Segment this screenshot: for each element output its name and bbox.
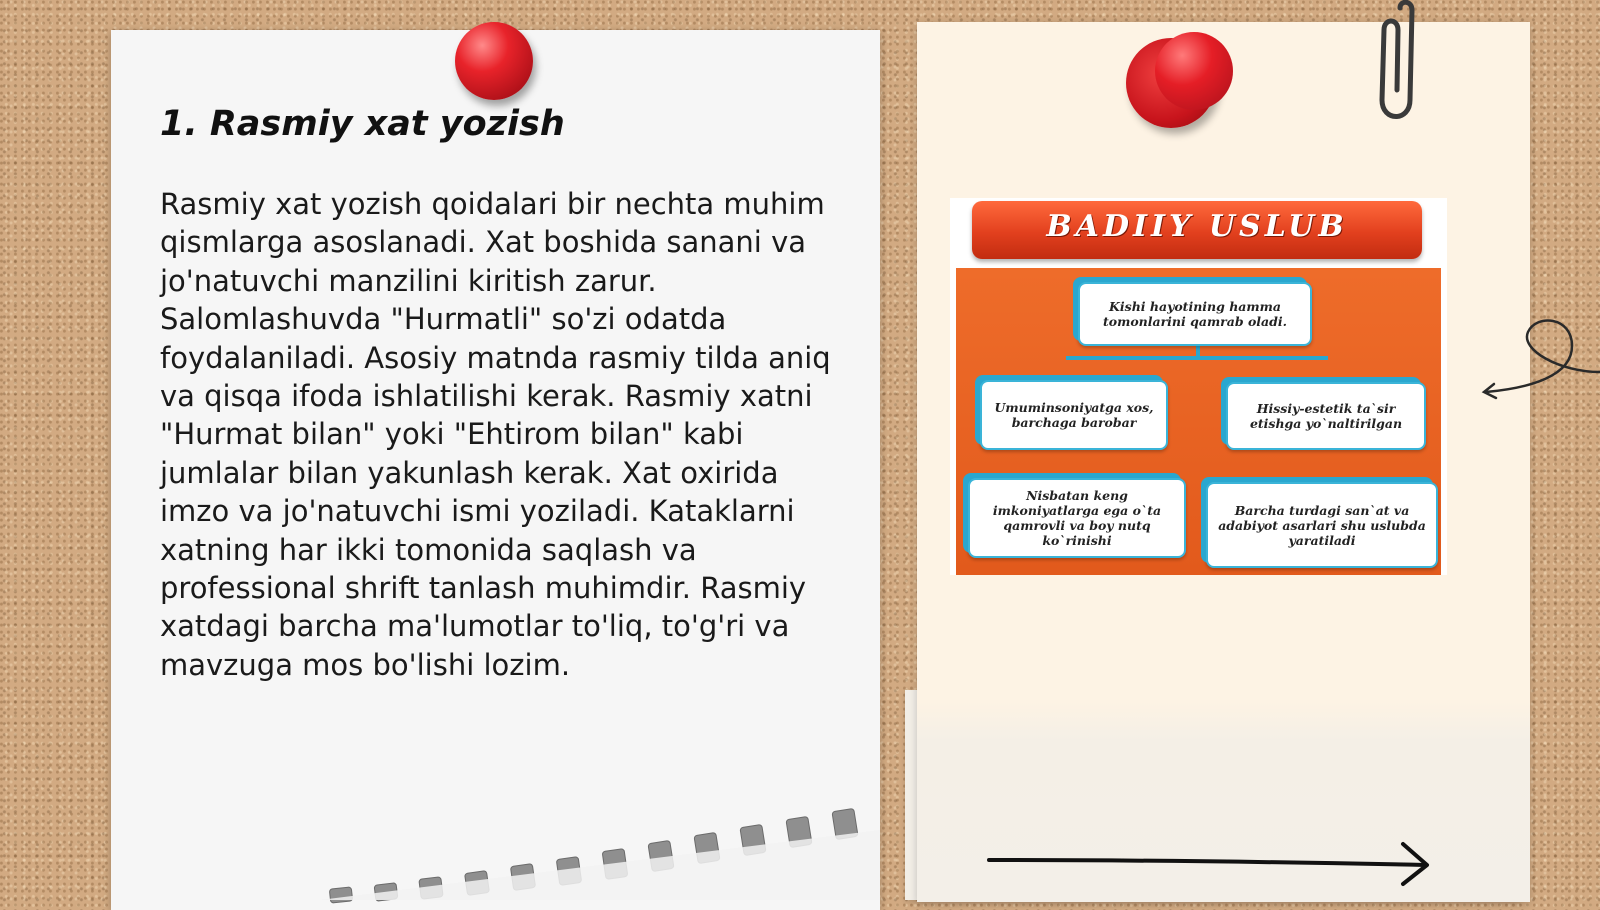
diagram-node: Umuminsoniyatga xos, barchaga barobar	[980, 380, 1168, 450]
page-title: 1. Rasmiy xat yozish	[160, 104, 565, 144]
badiiy-uslub-diagram	[950, 198, 1447, 575]
diagram-node: Barcha turdagi san`at va adabiyot asarlari shu uslubda yaratiladi	[1206, 482, 1438, 568]
body-paragraph: Rasmiy xat yozish qoidalari bir nechta muhim qismlarga asoslanadi. Xat boshida sanani va jo'natuvchi manzilini kiritish zarur. Salomlashuvda "Hurmatli" so'zi odatda foydalaniladi. Asosiy matnda rasmiy tilda aniq va qisqa ifoda ishlatilishi kerak. Rasmiy xatni "Hurmat bilan" yoki "Ehtirom bilan" kabi jumlalar bilan yakunlash kerak. Xat oxirida imzo va jo'natuvchi ismi yoziladi. Kataklarni xatning har ikki tomonida saqlash va professional shrift tanlash muhimdir. Rasmiy xatdagi barcha ma'lumotlar to'liq, to'g'ri va mavzuga mos bo'lishi lozim.	[160, 187, 831, 682]
push-pin-icon	[455, 22, 533, 100]
push-pin-icon	[1155, 32, 1233, 110]
diagram-node: Hissiy-estetik ta`sir etishga yo`naltirilgan	[1226, 382, 1426, 450]
doodle-arrow-icon	[1480, 310, 1600, 410]
right-arrow-icon	[985, 838, 1445, 888]
torn-paper-edge	[320, 800, 880, 900]
diagram-node: Kishi hayotining hamma tomonlarini qamrab oladi.	[1078, 282, 1312, 346]
diagram-connector	[1196, 346, 1200, 360]
paperclip-icon	[1370, 0, 1420, 125]
diagram-title: BADIIY USLUB	[972, 201, 1422, 259]
diagram-node: Nisbatan keng imkoniyatlarga ega o`ta qamrovli va boy nutq ko`rinishi	[968, 478, 1186, 558]
